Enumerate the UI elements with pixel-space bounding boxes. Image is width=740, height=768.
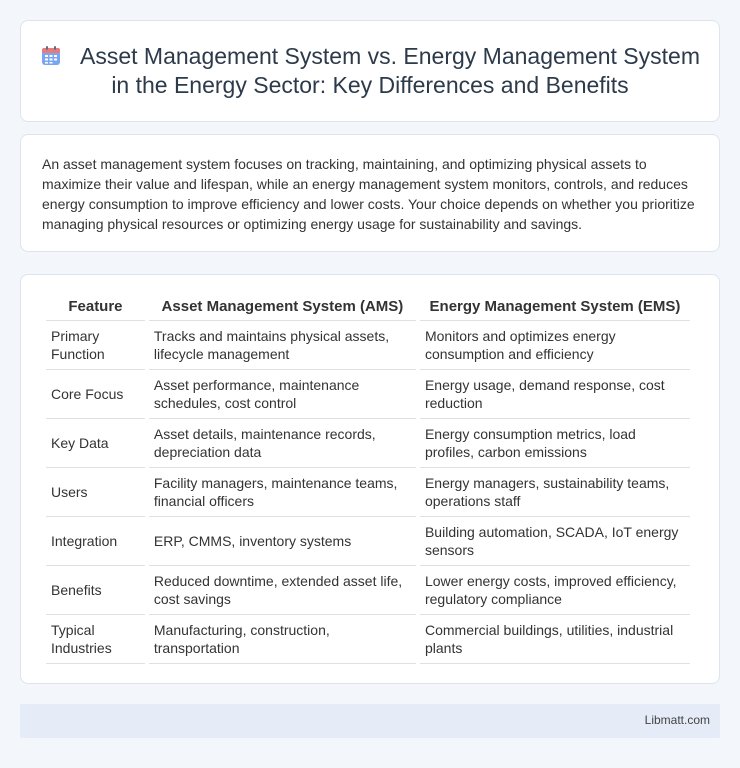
table-header-row bbox=[46, 293, 690, 321]
title-wrap bbox=[40, 42, 700, 100]
title-card bbox=[20, 20, 720, 122]
header-feature: Feature bbox=[46, 293, 145, 321]
footer-bar bbox=[20, 704, 720, 738]
row-ems-cell: Lower energy costs, improved efficiency, regulatory compliance bbox=[420, 566, 690, 615]
header-ems: Energy Management System (EMS) bbox=[420, 293, 690, 321]
intro-card bbox=[20, 134, 720, 252]
table-row bbox=[46, 517, 690, 566]
row-ams-cell: Facility managers, maintenance teams, financial officers bbox=[149, 468, 416, 517]
row-feature-cell: Integration bbox=[46, 517, 145, 566]
row-ams-cell: Manufacturing, construction, transportation bbox=[149, 615, 416, 664]
table-row bbox=[46, 370, 690, 419]
page-title bbox=[40, 42, 700, 100]
row-ems-cell: Commercial buildings, utilities, industrial plants bbox=[420, 615, 690, 664]
row-ems-cell: Energy usage, demand response, cost reduction bbox=[420, 370, 690, 419]
row-feature-cell: Typical Industries bbox=[46, 615, 145, 664]
row-ems-cell: Energy managers, sustainability teams, operations staff bbox=[420, 468, 690, 517]
row-ams-cell: Tracks and maintains physical assets, lifecycle management bbox=[149, 321, 416, 370]
row-ams-cell: ERP, CMMS, inventory systems bbox=[149, 517, 416, 566]
comparison-table bbox=[42, 293, 694, 664]
calendar-icon bbox=[40, 45, 62, 67]
intro-paragraph: An asset management system focuses on tracking, maintaining, and optimizing physical assets to maximize their value and lifespan, while an energy management system monitors, controls, and reduces energy consumption to improve efficiency and lower costs. Your choice depends on whether you prioritize managing physical resources or optimizing energy usage for sustainability and savings. bbox=[42, 156, 695, 232]
table-row bbox=[46, 419, 690, 468]
row-ams-cell: Asset details, maintenance records, depreciation data bbox=[149, 419, 416, 468]
table-row bbox=[46, 321, 690, 370]
row-ems-cell: Energy consumption metrics, load profiles, carbon emissions bbox=[420, 419, 690, 468]
row-feature-cell: Benefits bbox=[46, 566, 145, 615]
page-title-text: Asset Management System vs. Energy Management System in the Energy Sector: Key Differences and Benefits bbox=[80, 43, 700, 98]
row-ams-cell: Asset performance, maintenance schedules, cost control bbox=[149, 370, 416, 419]
comparison-card bbox=[20, 274, 720, 684]
row-feature-cell: Key Data bbox=[46, 419, 145, 468]
row-ams-cell: Reduced downtime, extended asset life, cost savings bbox=[149, 566, 416, 615]
table-row bbox=[46, 468, 690, 517]
row-feature-cell: Core Focus bbox=[46, 370, 145, 419]
table-row bbox=[46, 566, 690, 615]
header-ams: Asset Management System (AMS) bbox=[149, 293, 416, 321]
row-ems-cell: Monitors and optimizes energy consumption and efficiency bbox=[420, 321, 690, 370]
row-feature-cell: Users bbox=[46, 468, 145, 517]
row-ems-cell: Building automation, SCADA, IoT energy sensors bbox=[420, 517, 690, 566]
footer-brand-link[interactable]: Libmatt.com bbox=[644, 713, 710, 727]
table-row bbox=[46, 615, 690, 664]
row-feature-cell: Primary Function bbox=[46, 321, 145, 370]
